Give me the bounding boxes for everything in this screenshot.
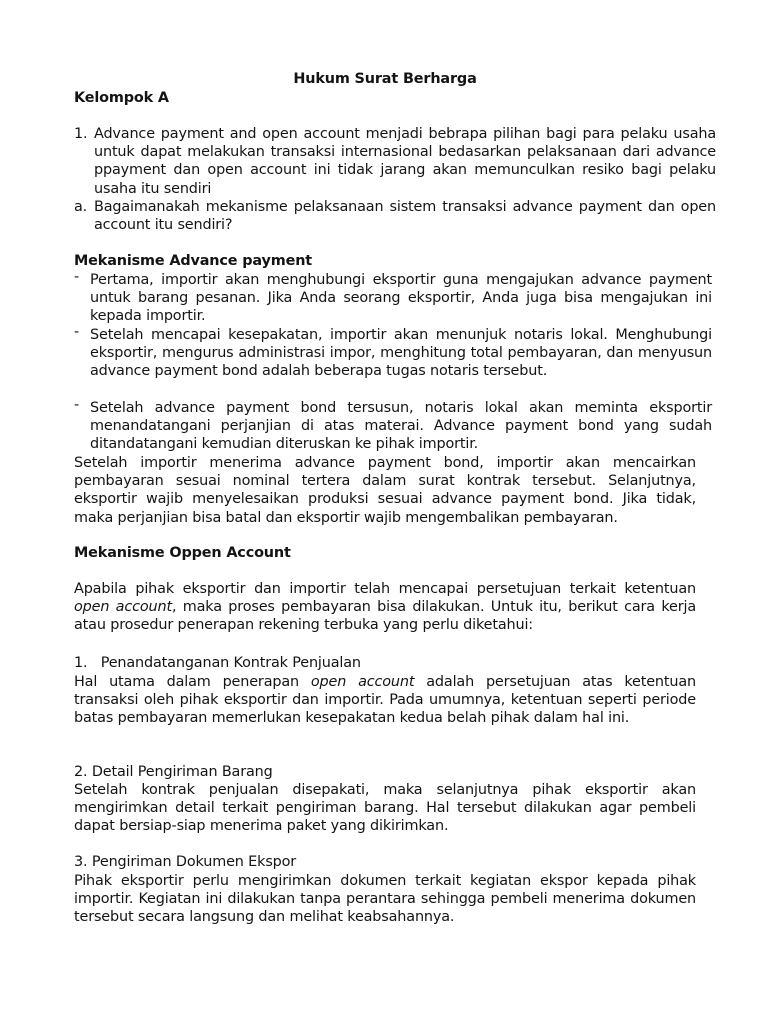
question-text: Advance payment and open account menjadi bebrapa pilihan bagi para pelaku usaha untuk dapat melakukan transaksi internasional bedasarkan pelaksanaan dari advance ppayment dan open account ini tidak jarang akan memunculkan resiko bagi pelaku usaha itu sendiri — [94, 126, 716, 197]
step-3-body: Pihak eksportir perlu mengirimkan dokumen terkait kegiatan ekspor kepada pihak importir. Kegiatan ini dilakukan tanpa perantara sehingga pembeli menerima dokumen tersebut secara langsung dan melihat keabsahannya. — [74, 873, 696, 926]
advance-item-text: Setelah mencapai kesepakatan, importir akan menunjuk notaris lokal. Menghubungi eksportir, mengurus administrasi impor, menghitung total pembayaran, dan menyusun advance payment bond adalah beberapa tugas notaris tersebut. — [90, 327, 712, 380]
advance-item-3 — [74, 399, 712, 454]
intro-text: , maka proses pembayaran bisa dilakukan. Untuk itu, berikut cara kerja atau prosedur penerapan rekening terbuka yang perlu diketahui: — [74, 599, 696, 634]
step-1-body — [74, 673, 696, 728]
step-1-title: 1. Penandatanganan Kontrak Penjualan — [74, 655, 361, 671]
step-text: adalah persetujuan atas ketentuan transaksi oleh pihak eksportir dan importir. Pada umumnya, ketentuan seperti periode batas pembayaran memerlukan kesepakatan kedua belah pihak dalam hal ini. — [74, 674, 696, 727]
group-label: Kelompok A — [74, 90, 169, 106]
bullet-dash: - — [74, 269, 80, 285]
sub-question-item — [74, 198, 716, 234]
advance-item-1 — [74, 271, 712, 326]
sub-question-text: Bagaimanakah mekanisme pelaksanaan sistem transaksi advance payment dan open account itu sendiri? — [94, 199, 716, 234]
advance-item-text: Pertama, importir akan menghubungi eksportir guna mengajukan advance payment untuk barang pesanan. Jika Anda seorang eksportir, Anda juga bisa mengajukan ini kepada importir. — [90, 272, 712, 325]
question-item — [74, 125, 716, 198]
open-account-heading: Mekanisme Oppen Account — [74, 545, 291, 561]
advance-closing-paragraph: Setelah importir menerima advance payment bond, importir akan mencairkan pembayaran sesuai nominal tertera dalam surat kontrak tersebut. Selanjutnya, eksportir wajib menyelesaikan produksi sesuai advance payment bond. Jika tidak, maka perjanjian bisa batal dan eksportir wajib mengembalikan pembayaran. — [74, 455, 696, 526]
bullet-dash: - — [74, 324, 80, 340]
intro-italic-term: open account — [74, 599, 172, 616]
advance-heading: Mekanisme Advance payment — [74, 253, 313, 269]
step-3-title: 3. Pengiriman Dokumen Ekspor — [74, 854, 297, 870]
open-account-intro — [74, 580, 696, 635]
intro-text: Apabila pihak eksportir dan importir telah mencapai persetujuan terkait ketentuan — [74, 581, 696, 597]
sub-question-letter: a. — [74, 199, 88, 215]
question-number: 1. — [74, 126, 88, 142]
step-2-body: Setelah kontrak penjualan disepakati, maka selanjutnya pihak eksportir akan mengirimkan detail terkait pengiriman barang. Hal tersebut dilakukan agar pembeli dapat bersiap-siap menerima paket yang dikirimkan. — [74, 782, 696, 835]
advance-item-2 — [74, 326, 712, 381]
document-title: Hukum Surat Berharga — [293, 71, 477, 87]
advance-item-text: Setelah advance payment bond tersusun, notaris lokal akan meminta eksportir menandatangani perjanjian di atas materai. Advance payment bond yang sudah ditandatangani kemudian diteruskan ke pihak importir. — [90, 400, 712, 453]
step-2-title: 2. Detail Pengiriman Barang — [74, 764, 273, 780]
bullet-dash: - — [74, 397, 80, 413]
step-italic-term: open account — [310, 674, 415, 690]
step-text: Hal utama dalam penerapan — [74, 674, 311, 690]
